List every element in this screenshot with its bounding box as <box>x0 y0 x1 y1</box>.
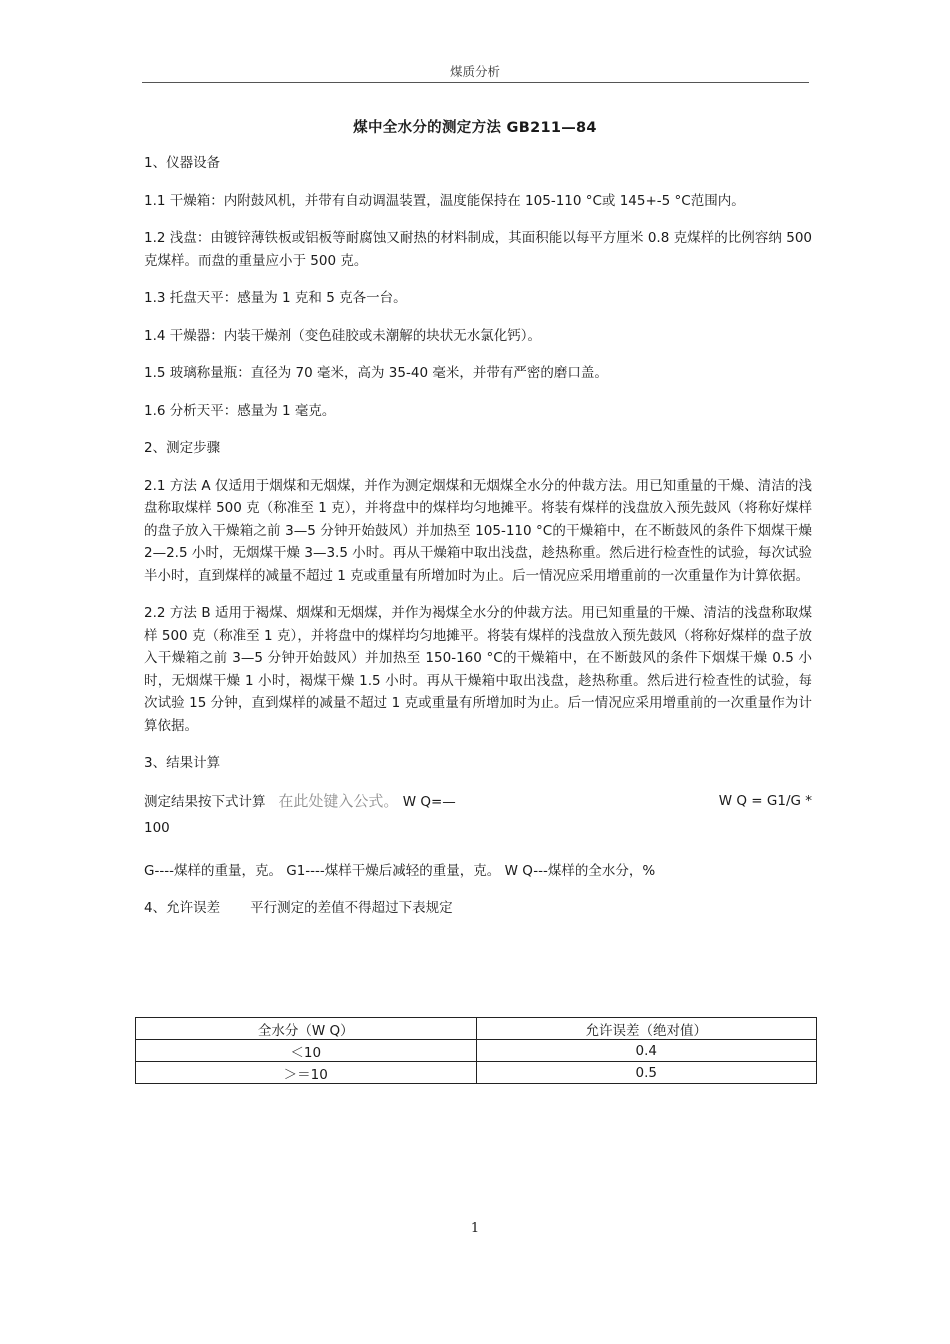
column-header-moisture: 全水分（W Q） <box>136 1018 477 1040</box>
paragraph-1-4: 1.4 干燥器：内装干燥剂（变色硅胶或未潮解的块状无水氯化钙）。 <box>144 327 542 344</box>
header-divider <box>142 82 809 83</box>
running-header: 煤质分析 <box>449 64 500 79</box>
table-cell: 0.5 <box>476 1062 817 1084</box>
table-cell: ＜10 <box>136 1040 477 1062</box>
section-heading-3: 3、结果计算 <box>144 755 221 771</box>
formula-lhs: W Q=— <box>402 793 456 810</box>
section-heading-1: 1、仪器设备 <box>144 155 221 171</box>
paragraph-1-1: 1.1 干燥箱：内附鼓风机，并带有自动调温装置，温度能保持在 105-110 °C或 145+-5 °C范围内。 <box>144 192 745 209</box>
table-row <box>136 1040 817 1062</box>
formula-tail: 100 <box>144 820 170 836</box>
table-cell: 0.4 <box>476 1040 817 1062</box>
paragraph-1-2: 1.2 浅盘：由镀锌薄铁板或铝板等耐腐蚀又耐热的材料制成，其面积能以每平方厘米 0.8 克煤样的比例容纳 500 克煤样。而盘的重量应小于 500 克。 <box>144 230 812 269</box>
formula-lead-text: 测定结果按下式计算 <box>144 793 266 810</box>
table-row <box>136 1062 817 1084</box>
paragraph-2-2: 2.2 方法 B 适用于褐煤、烟煤和无烟煤，并作为褐煤全水分的仲裁方法。用已知重量的干燥、清洁的浅盘称取煤样 500 克（称准至 1 克），并将盘中的煤样均匀地摊平。将装有煤样的浅盘放入预先鼓风（将称好煤样的盘子放入干燥箱之前 3—5 分钟开始鼓风）并加热至 150-160 °C的干燥箱中，在不断鼓风的条件下烟煤干燥 0.5 小时，无烟煤干燥 1 小时，褐煤干燥 1.5 小时。再从干燥箱中取出浅盘，趁热称重。然后进行检查性的试验，每次试验 15 分钟，直到煤样的减量不超过 1 克或重量有所增加时为止。后一情况应采用增重前的一次重量作为计算依据。 <box>144 605 812 734</box>
formula-placeholder[interactable]: 在此处键入公式。 <box>278 791 399 810</box>
section-4-title: 4、允许误差 <box>144 900 221 916</box>
symbol-legend: G----煤样的重量，克。 G1----煤样干燥后减轻的重量，克。 W Q---煤样的全水分，% <box>144 862 656 879</box>
section-heading-4 <box>144 897 812 920</box>
tolerance-table <box>135 1017 817 1084</box>
table-cell: ＞＝10 <box>136 1062 477 1084</box>
paragraph-1-3: 1.3 托盘天平：感量为 1 克和 5 克各一台。 <box>144 290 407 306</box>
formula-rhs: W Q = G1/G * <box>718 792 812 809</box>
column-header-tolerance: 允许误差（绝对值） <box>476 1018 817 1040</box>
paragraph-2-1: 2.1 方法 A 仅适用于烟煤和无烟煤，并作为测定烟煤和无烟煤全水分的仲裁方法。用已知重量的干燥、清洁的浅盘称取煤样 500 克（称准至 1 克），并将盘中的煤样均匀地摊平。将装有煤样的浅盘放入预先鼓风（将称好煤样的盘子放入干燥箱之前 3—5 分钟开始鼓风）并加热至 105-110 °C的干燥箱中，在不断鼓风的条件下烟煤干燥 2—2.5 小时，无烟煤干燥 3—3.5 小时。再从干燥箱中取出浅盘，趁热称重。然后进行检查性的试验，每次试验半小时，直到煤样的减量不超过 1 克或重量有所增加时为止。后一情况应采用增重前的一次重量作为计算依据。 <box>144 477 812 584</box>
document-title: 煤中全水分的测定方法 GB211—84 <box>353 120 597 136</box>
paragraph-1-6: 1.6 分析天平：感量为 1 毫克。 <box>144 402 336 419</box>
paragraph-1-5: 1.5 玻璃称量瓶：直径为 70 毫米，高为 35-40 毫米，并带有严密的磨口盖。 <box>144 365 608 381</box>
page-number: 1 <box>470 1221 480 1236</box>
formula-paragraph <box>144 790 812 814</box>
section-4-note: 平行测定的差值不得超过下表规定 <box>250 900 453 916</box>
section-heading-2: 2、测定步骤 <box>144 440 221 456</box>
table-header-row <box>136 1018 817 1040</box>
document-body <box>144 152 812 935</box>
